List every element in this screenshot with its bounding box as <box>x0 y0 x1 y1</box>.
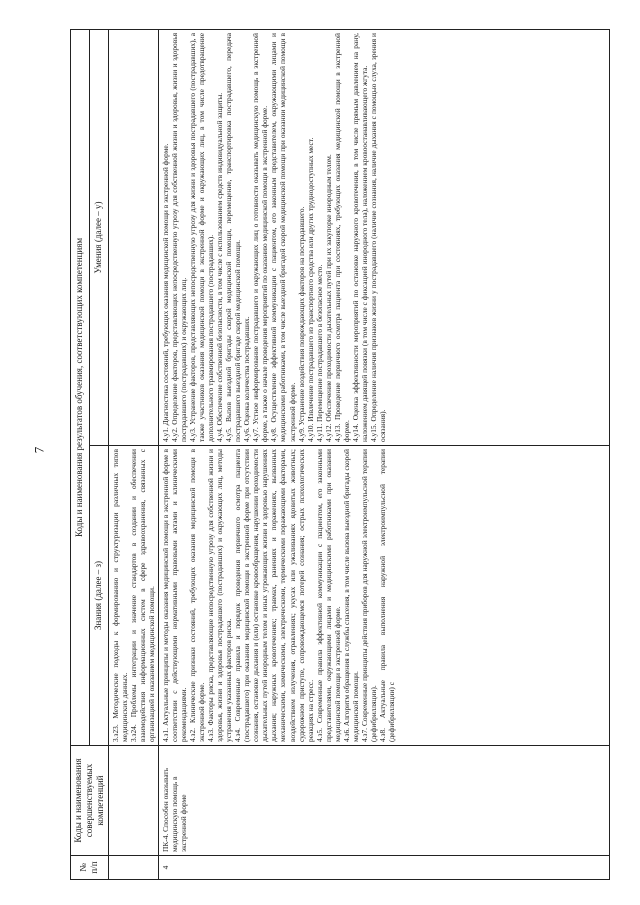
skills-cell <box>159 30 610 446</box>
knowledge-item: 4.з4. Современные правила и порядок проведения первичного осмотра пациента (пострадавшего) при оказании медицинской помощи в экстренной форме при отсутствии сознания, остановке дыхания и (или) остановке кровообращения, нарушении проходимости дыхательных путей инородным телом и иных угрожающих жизни и здоровью нарушениях дыхания; наружных кровотечениях; травмах, ранениях и поражениях, вызванных механическими, химическими, электрическими, термическими поражающими факторами, воздействием излучения, отравлениях; укусах или ужаливаниях ядовитых животных; судорожном приступе, сопровождающемся потерей сознания; острых психологических реакциях на стресс. <box>233 449 315 742</box>
knowledge-item: 4.з5. Современные правила эффективной коммуникации с пациентом, его законными представителями, окружающими лицами и медицинскими работниками при оказании медицинской помощи в экстренной форме. <box>314 449 342 742</box>
skill-item: 4.у14. Оценка эффективности мероприятий по остановке наружного кровотечения, в том числе прямым давлением на рану, наложением давящей повязки (в том числе с фиксацией инородного тела), наложением кровоостанавливающего жгута. <box>350 33 369 442</box>
table-row <box>108 30 158 880</box>
knowledge-cell <box>108 446 158 746</box>
skill-item: 4.у11. Перемещение пострадавшего в безопасное место. <box>314 264 324 442</box>
table-row <box>159 30 610 880</box>
header-competence-codes: Коды и наименования совершенствуемых компетенций <box>71 746 109 856</box>
skill-item: 4.у7. Устное информирование пострадавшего и окружающих лиц о готовности оказывать медицинскую помощь в экстренной форме, а также о начале проведения мероприятий по оказанию медицинской помощи в экстренной форме. <box>251 33 270 442</box>
knowledge-item: 4.з8. Актуальные правила выполнения наружной электроимпульсной терапии (дефибрилляции) с <box>377 449 396 742</box>
knowledge-item: 4.з6. Алгоритм обращения в службы спасения, в том числе вызова выездной бригады скорой медицинской помощи. <box>341 449 360 742</box>
skill-item: 4.у8. Осуществление эффективной коммуникации с пациентом, его законным представителем, окружающими лицами и медицинскими работниками, в том числе выездной бригадой скорой медицинской помощи при оказании медицинской помощи в экстренной форме. <box>269 33 297 442</box>
skill-item: 4.у3. Устранение факторов, представляющих непосредственную угрозу для жизни и здоровья пострадавшего (пострадавших), а также участников оказания медицинской помощи в экстренной форме и окружающих лиц, в том числе предотвращение дополнительного травмирования пострадавшего (пострадавших). <box>188 33 216 442</box>
skill-item: 4.у1. Диагностика состояний, требующих оказания медицинской помощи в экстренной форме. <box>161 143 171 442</box>
rotated-table-container <box>70 30 610 880</box>
header-learning-results: Коды и наименования результатов обучения, соответствующих компетенциям <box>71 30 90 746</box>
skill-item: 4.у12. Обеспечение проходимости дыхательных путей при их закупорке инородным телом. <box>323 154 333 442</box>
row-number: 4 <box>159 856 610 880</box>
knowledge-item: 4.з2. Клинические признаки состояний, требующих оказания медицинской помощи в экстренной форме. <box>188 449 207 742</box>
knowledge-item: 4.з3. Факторы риска, представляющие непосредственную угрозу для собственной жизни и здоровья, жизни и здоровья пострадавшего (пострадавших) и окружающих лиц, методы устранения указанных факторов риска. <box>206 449 234 742</box>
header-number: № п/п <box>71 856 109 880</box>
skill-item: 4.у6. Оценка количества пострадавших. <box>242 316 252 442</box>
page-number: 7 <box>31 446 47 454</box>
knowledge-cell <box>159 446 610 746</box>
skill-item: 4.у15. Определение наличия признаков жизни у пострадавшего (наличие сознания, наличие дыхания с помощью слуха, зрения и осязания). <box>368 33 387 442</box>
skill-item: 4.у5. Вызов выездной бригады скорой медицинской помощи, перемещение, транспортировка пострадавшего, передача пострадавшего выездной бригаде скорой медицинской помощи. <box>224 33 243 442</box>
skill-item: 4.у4. Обеспечение собственной безопасности, в том числе с использованием средств индивидуальной защиты. <box>215 92 225 442</box>
knowledge-item: 3.з23. Методические подходы к формированию и структуризации различных типов медицинских данных. <box>110 449 129 742</box>
skill-item: 4.у10. Извлечение пострадавшего из транспортного средства или других труднодоступных мест. <box>305 137 315 442</box>
skills-cell <box>108 30 158 446</box>
knowledge-item: 4.з1. Актуальные принципы и методы оказания медицинской помощи в экстренной форме в соответствии с действующими нормативными правовыми актами и клиническими рекомендациями. <box>161 449 189 742</box>
competence-cell <box>108 746 158 856</box>
knowledge-item: 4.з7. Современные принципы действия приборов для наружной электроимпульсной терапии (дефибрилляции). <box>359 449 378 742</box>
row-number <box>108 856 158 880</box>
competence-cell: ПК-4. Способен оказывать медицинскую помощь в экстренной форме <box>159 746 610 856</box>
skill-item: 4.у13. Проведение первичного осмотра пациента при состояниях, требующих оказания медицинской помощи в экстренной форме. <box>332 33 351 442</box>
header-skills: Умения (далее – у) <box>89 30 108 446</box>
skill-item: 4.у2. Определение факторов, представляющих непосредственную угрозу для собственной жизни и здоровья, жизни и здоровья пострадавшего (пострадавших) и окружающих лиц. <box>170 33 189 442</box>
knowledge-item: 3.з24. Проблемы интеграции и значение стандартов в создании и обеспечении взаимодействия информационных систем в сфере здравоохранения, связанных с организацией и оказанием медицинской помощи. <box>128 449 157 742</box>
header-knowledge: Знания (далее – з) <box>89 446 108 746</box>
skill-item: 4.у9. Устранение воздействия повреждающих факторов на пострадавшего. <box>296 206 306 442</box>
competence-table <box>70 29 610 880</box>
